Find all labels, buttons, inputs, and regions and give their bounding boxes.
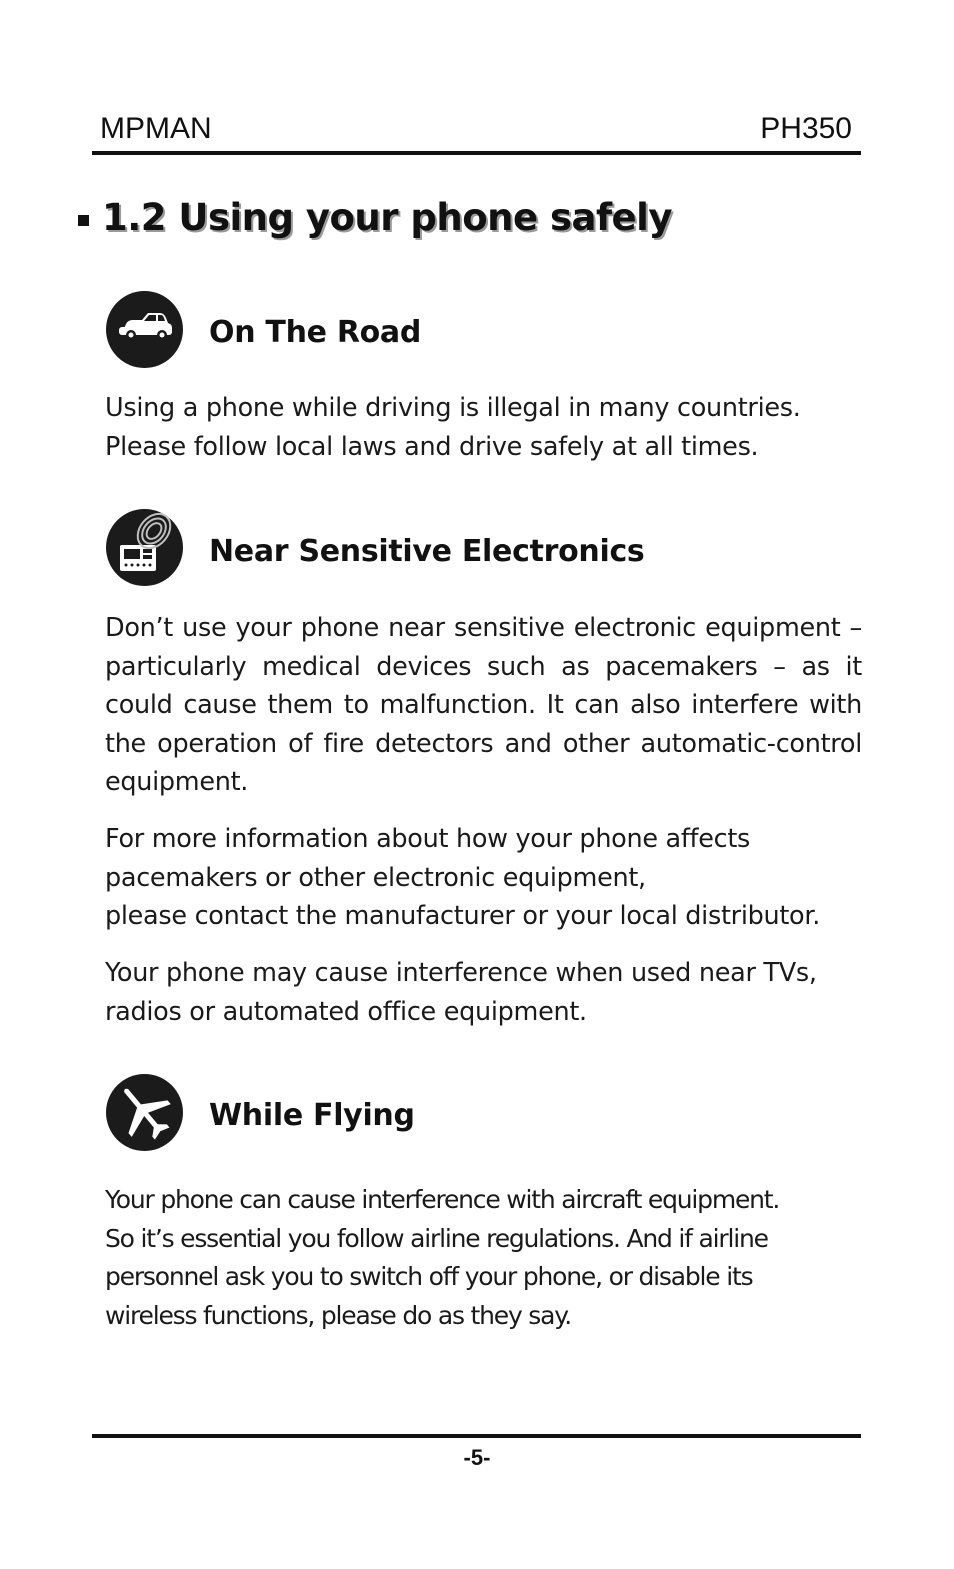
paragraph-flying: Your phone can cause interference with aircraft equipment. So it’s essential you follow airline regulations. And if airline personnel ask you to switch off your phone, or disable its wireless functions, please do as they say. xyxy=(105,1185,780,1330)
footer-rule xyxy=(92,1434,861,1438)
header-brand: MPMAN xyxy=(100,112,212,145)
page-title: 1.2 Using your phone safely xyxy=(102,196,672,239)
page-number: -5- xyxy=(463,1445,491,1470)
header-model: PH350 xyxy=(760,112,852,145)
car-icon xyxy=(106,291,183,368)
paragraph-electronics-1: Don’t use your phone near sensitive electronic equipment – particularly medical devices such as pacemakers – as it could cause them to malfunction. It can also interfere with the operation of fire detectors and other automatic-control equipment. xyxy=(105,613,862,797)
section-heading-electronics: Near Sensitive Electronics xyxy=(209,534,645,569)
header-rule xyxy=(92,151,861,155)
section-heading-road: On The Road xyxy=(209,315,422,350)
paragraph-electronics-2: For more information about how your phone affects pacemakers or other electronic equipment, please contact the manufacturer or your local distributor. xyxy=(105,824,821,931)
title-bullet xyxy=(78,215,89,226)
paragraph-electronics-3: Your phone may cause interference when used near TVs, radios or automated office equipment. xyxy=(105,958,817,1027)
section-heading-flying: While Flying xyxy=(209,1098,415,1133)
paragraph-road: Using a phone while driving is illegal in many countries. Please follow local laws and drive safely at all times. xyxy=(105,393,801,462)
airplane-icon xyxy=(106,1074,183,1151)
electronics-icon xyxy=(106,509,183,586)
